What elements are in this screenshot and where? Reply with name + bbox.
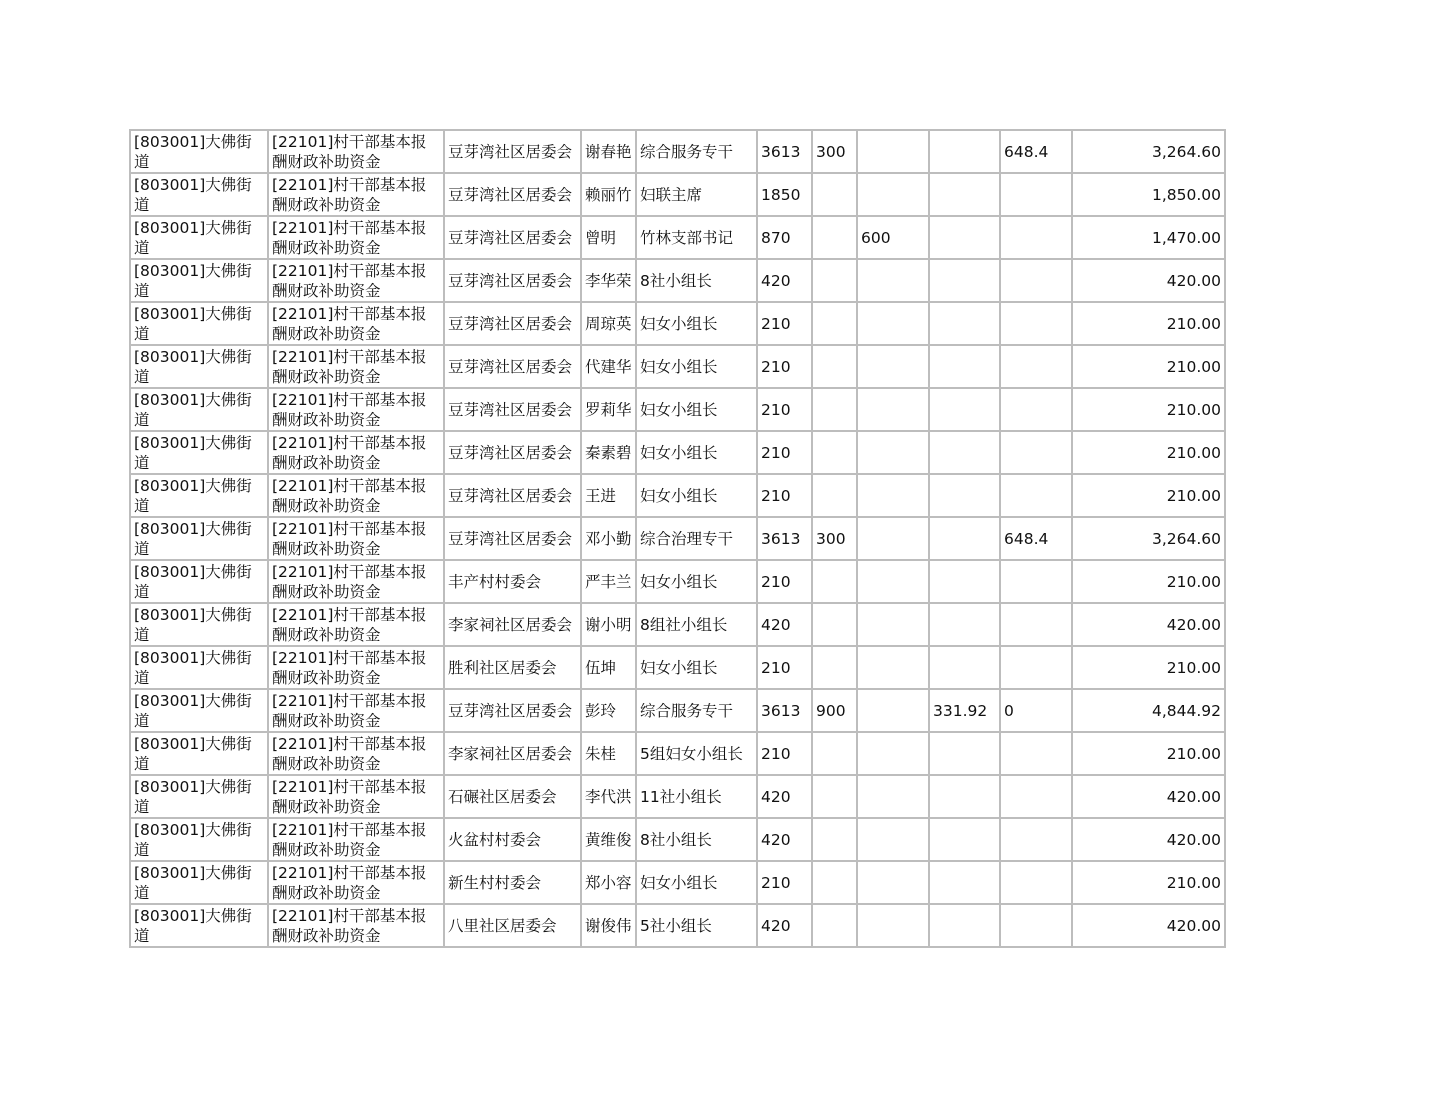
cell-amount-2: 900: [812, 689, 857, 732]
cell-amount-3: [857, 689, 929, 732]
cell-person-name: 严丰兰: [581, 560, 636, 603]
cell-street: [803001]大佛街道: [130, 130, 268, 173]
cell-total: 1,470.00: [1072, 216, 1225, 259]
payroll-table: [129, 129, 1226, 948]
cell-committee: 李家祠社区居委会: [444, 603, 581, 646]
cell-amount-2: [812, 646, 857, 689]
cell-street: [803001]大佛街道: [130, 603, 268, 646]
cell-fund-item: [22101]村干部基本报酬财政补助资金: [268, 431, 444, 474]
cell-total: 210.00: [1072, 474, 1225, 517]
cell-street: [803001]大佛街道: [130, 517, 268, 560]
cell-amount-2: [812, 388, 857, 431]
cell-amount-4: [929, 173, 1000, 216]
cell-amount-4: [929, 259, 1000, 302]
cell-amount-2: 300: [812, 517, 857, 560]
cell-street: [803001]大佛街道: [130, 388, 268, 431]
cell-amount-3: [857, 345, 929, 388]
cell-position: 妇女小组长: [636, 302, 757, 345]
cell-street: [803001]大佛街道: [130, 646, 268, 689]
cell-amount-5: [1000, 603, 1072, 646]
table-row: [130, 431, 1225, 474]
cell-fund-item: [22101]村干部基本报酬财政补助资金: [268, 345, 444, 388]
cell-amount-2: [812, 603, 857, 646]
cell-amount-1: 3613: [757, 130, 812, 173]
cell-amount-1: 420: [757, 603, 812, 646]
cell-amount-5: 648.4: [1000, 517, 1072, 560]
table-row: [130, 861, 1225, 904]
cell-amount-5: [1000, 259, 1072, 302]
cell-amount-5: 648.4: [1000, 130, 1072, 173]
cell-total: 420.00: [1072, 904, 1225, 947]
cell-street: [803001]大佛街道: [130, 302, 268, 345]
cell-amount-1: 210: [757, 345, 812, 388]
table-row: [130, 904, 1225, 947]
cell-street: [803001]大佛街道: [130, 775, 268, 818]
cell-position: 5组妇女小组长: [636, 732, 757, 775]
cell-amount-4: [929, 818, 1000, 861]
cell-amount-4: [929, 560, 1000, 603]
table-row: [130, 173, 1225, 216]
table-row: [130, 302, 1225, 345]
table-row: [130, 345, 1225, 388]
cell-total: 3,264.60: [1072, 517, 1225, 560]
cell-amount-2: [812, 560, 857, 603]
cell-street: [803001]大佛街道: [130, 732, 268, 775]
cell-street: [803001]大佛街道: [130, 904, 268, 947]
cell-position: 妇女小组长: [636, 345, 757, 388]
cell-amount-5: [1000, 474, 1072, 517]
cell-amount-3: 600: [857, 216, 929, 259]
cell-committee: 八里社区居委会: [444, 904, 581, 947]
cell-position: 妇女小组长: [636, 861, 757, 904]
cell-amount-5: [1000, 431, 1072, 474]
cell-position: 妇女小组长: [636, 560, 757, 603]
cell-amount-4: [929, 732, 1000, 775]
cell-person-name: 黄维俊: [581, 818, 636, 861]
cell-amount-4: [929, 904, 1000, 947]
cell-fund-item: [22101]村干部基本报酬财政补助资金: [268, 130, 444, 173]
cell-fund-item: [22101]村干部基本报酬财政补助资金: [268, 689, 444, 732]
cell-street: [803001]大佛街道: [130, 560, 268, 603]
cell-amount-4: [929, 431, 1000, 474]
cell-person-name: 谢俊伟: [581, 904, 636, 947]
cell-street: [803001]大佛街道: [130, 689, 268, 732]
cell-amount-3: [857, 603, 929, 646]
cell-total: 210.00: [1072, 302, 1225, 345]
table-row: [130, 560, 1225, 603]
cell-amount-1: 210: [757, 388, 812, 431]
cell-amount-2: [812, 216, 857, 259]
cell-amount-3: [857, 732, 929, 775]
cell-amount-1: 420: [757, 259, 812, 302]
cell-amount-1: 420: [757, 775, 812, 818]
cell-amount-1: 420: [757, 904, 812, 947]
cell-position: 8社小组长: [636, 818, 757, 861]
cell-amount-2: [812, 345, 857, 388]
cell-total: 210.00: [1072, 861, 1225, 904]
cell-total: 420.00: [1072, 775, 1225, 818]
cell-amount-2: [812, 302, 857, 345]
cell-position: 妇女小组长: [636, 474, 757, 517]
cell-amount-5: [1000, 216, 1072, 259]
cell-amount-3: [857, 173, 929, 216]
cell-committee: 豆芽湾社区居委会: [444, 474, 581, 517]
cell-amount-3: [857, 861, 929, 904]
cell-amount-4: [929, 517, 1000, 560]
cell-fund-item: [22101]村干部基本报酬财政补助资金: [268, 818, 444, 861]
cell-fund-item: [22101]村干部基本报酬财政补助资金: [268, 388, 444, 431]
cell-amount-3: [857, 904, 929, 947]
cell-amount-3: [857, 474, 929, 517]
cell-position: 竹林支部书记: [636, 216, 757, 259]
cell-person-name: 代建华: [581, 345, 636, 388]
cell-person-name: 邓小勤: [581, 517, 636, 560]
cell-fund-item: [22101]村干部基本报酬财政补助资金: [268, 646, 444, 689]
cell-position: 妇女小组长: [636, 388, 757, 431]
cell-committee: 豆芽湾社区居委会: [444, 173, 581, 216]
cell-amount-5: 0: [1000, 689, 1072, 732]
cell-amount-5: [1000, 732, 1072, 775]
cell-committee: 豆芽湾社区居委会: [444, 130, 581, 173]
table-row: [130, 474, 1225, 517]
cell-amount-1: 3613: [757, 689, 812, 732]
cell-fund-item: [22101]村干部基本报酬财政补助资金: [268, 517, 444, 560]
cell-amount-4: [929, 861, 1000, 904]
cell-amount-1: 870: [757, 216, 812, 259]
cell-amount-4: [929, 216, 1000, 259]
cell-amount-5: [1000, 173, 1072, 216]
cell-amount-2: [812, 259, 857, 302]
cell-amount-2: [812, 173, 857, 216]
cell-fund-item: [22101]村干部基本报酬财政补助资金: [268, 216, 444, 259]
cell-committee: 丰产村村委会: [444, 560, 581, 603]
cell-total: 210.00: [1072, 388, 1225, 431]
cell-person-name: 秦素碧: [581, 431, 636, 474]
cell-amount-1: 210: [757, 861, 812, 904]
cell-street: [803001]大佛街道: [130, 259, 268, 302]
cell-position: 综合治理专干: [636, 517, 757, 560]
cell-person-name: 周琼英: [581, 302, 636, 345]
cell-person-name: 李华荣: [581, 259, 636, 302]
cell-fund-item: [22101]村干部基本报酬财政补助资金: [268, 259, 444, 302]
cell-committee: 豆芽湾社区居委会: [444, 388, 581, 431]
cell-amount-2: [812, 861, 857, 904]
cell-committee: 李家祠社区居委会: [444, 732, 581, 775]
table-row: [130, 388, 1225, 431]
table-row: [130, 603, 1225, 646]
cell-committee: 石碾社区居委会: [444, 775, 581, 818]
cell-amount-2: [812, 474, 857, 517]
cell-amount-4: [929, 474, 1000, 517]
table-row: [130, 517, 1225, 560]
cell-total: 210.00: [1072, 732, 1225, 775]
cell-total: 420.00: [1072, 818, 1225, 861]
cell-person-name: 曾明: [581, 216, 636, 259]
cell-amount-3: [857, 560, 929, 603]
table-row: [130, 646, 1225, 689]
cell-amount-1: 210: [757, 646, 812, 689]
cell-amount-5: [1000, 302, 1072, 345]
cell-amount-5: [1000, 560, 1072, 603]
cell-committee: 豆芽湾社区居委会: [444, 302, 581, 345]
cell-total: 1,850.00: [1072, 173, 1225, 216]
cell-committee: 胜利社区居委会: [444, 646, 581, 689]
cell-amount-4: [929, 130, 1000, 173]
table-body: [130, 130, 1225, 947]
cell-amount-3: [857, 259, 929, 302]
cell-amount-5: [1000, 646, 1072, 689]
cell-amount-1: 1850: [757, 173, 812, 216]
cell-person-name: 谢小明: [581, 603, 636, 646]
cell-amount-2: [812, 732, 857, 775]
table-row: [130, 130, 1225, 173]
cell-amount-2: [812, 904, 857, 947]
cell-fund-item: [22101]村干部基本报酬财政补助资金: [268, 173, 444, 216]
cell-amount-5: [1000, 818, 1072, 861]
cell-fund-item: [22101]村干部基本报酬财政补助资金: [268, 603, 444, 646]
cell-amount-1: 210: [757, 431, 812, 474]
cell-amount-1: 420: [757, 818, 812, 861]
cell-street: [803001]大佛街道: [130, 474, 268, 517]
cell-person-name: 朱桂: [581, 732, 636, 775]
table-row: [130, 818, 1225, 861]
cell-person-name: 谢春艳: [581, 130, 636, 173]
cell-street: [803001]大佛街道: [130, 345, 268, 388]
cell-committee: 火盆村村委会: [444, 818, 581, 861]
cell-fund-item: [22101]村干部基本报酬财政补助资金: [268, 861, 444, 904]
cell-amount-4: [929, 302, 1000, 345]
cell-amount-4: [929, 646, 1000, 689]
cell-amount-3: [857, 775, 929, 818]
cell-total: 420.00: [1072, 603, 1225, 646]
table-row: [130, 732, 1225, 775]
cell-street: [803001]大佛街道: [130, 818, 268, 861]
cell-position: 妇联主席: [636, 173, 757, 216]
cell-committee: 新生村村委会: [444, 861, 581, 904]
cell-total: 210.00: [1072, 345, 1225, 388]
cell-amount-4: [929, 603, 1000, 646]
cell-position: 综合服务专干: [636, 130, 757, 173]
cell-street: [803001]大佛街道: [130, 216, 268, 259]
cell-amount-2: [812, 818, 857, 861]
cell-amount-5: [1000, 345, 1072, 388]
cell-amount-4: [929, 345, 1000, 388]
cell-position: 5社小组长: [636, 904, 757, 947]
cell-fund-item: [22101]村干部基本报酬财政补助资金: [268, 560, 444, 603]
table-row: [130, 216, 1225, 259]
cell-amount-4: [929, 775, 1000, 818]
cell-amount-1: 210: [757, 560, 812, 603]
cell-amount-3: [857, 517, 929, 560]
cell-amount-1: 210: [757, 474, 812, 517]
cell-fund-item: [22101]村干部基本报酬财政补助资金: [268, 775, 444, 818]
cell-amount-3: [857, 646, 929, 689]
cell-person-name: 李代洪: [581, 775, 636, 818]
cell-person-name: 王进: [581, 474, 636, 517]
cell-person-name: 伍坤: [581, 646, 636, 689]
cell-committee: 豆芽湾社区居委会: [444, 517, 581, 560]
cell-street: [803001]大佛街道: [130, 861, 268, 904]
cell-amount-2: 300: [812, 130, 857, 173]
cell-fund-item: [22101]村干部基本报酬财政补助资金: [268, 302, 444, 345]
cell-total: 3,264.60: [1072, 130, 1225, 173]
cell-fund-item: [22101]村干部基本报酬财政补助资金: [268, 904, 444, 947]
cell-committee: 豆芽湾社区居委会: [444, 431, 581, 474]
cell-total: 420.00: [1072, 259, 1225, 302]
cell-street: [803001]大佛街道: [130, 431, 268, 474]
cell-position: 11社小组长: [636, 775, 757, 818]
cell-committee: 豆芽湾社区居委会: [444, 216, 581, 259]
cell-position: 8组社小组长: [636, 603, 757, 646]
cell-position: 8社小组长: [636, 259, 757, 302]
cell-position: 综合服务专干: [636, 689, 757, 732]
cell-position: 妇女小组长: [636, 646, 757, 689]
cell-street: [803001]大佛街道: [130, 173, 268, 216]
cell-amount-5: [1000, 775, 1072, 818]
cell-amount-3: [857, 388, 929, 431]
cell-amount-3: [857, 818, 929, 861]
cell-person-name: 郑小容: [581, 861, 636, 904]
cell-amount-5: [1000, 388, 1072, 431]
cell-position: 妇女小组长: [636, 431, 757, 474]
cell-fund-item: [22101]村干部基本报酬财政补助资金: [268, 732, 444, 775]
table-row: [130, 259, 1225, 302]
cell-amount-3: [857, 130, 929, 173]
cell-amount-4: 331.92: [929, 689, 1000, 732]
cell-amount-5: [1000, 904, 1072, 947]
table-row: [130, 775, 1225, 818]
cell-person-name: 罗莉华: [581, 388, 636, 431]
cell-amount-3: [857, 431, 929, 474]
cell-amount-2: [812, 775, 857, 818]
cell-amount-1: 210: [757, 732, 812, 775]
cell-total: 210.00: [1072, 431, 1225, 474]
cell-amount-3: [857, 302, 929, 345]
cell-person-name: 彭玲: [581, 689, 636, 732]
cell-person-name: 赖丽竹: [581, 173, 636, 216]
cell-amount-1: 210: [757, 302, 812, 345]
cell-total: 210.00: [1072, 646, 1225, 689]
cell-committee: 豆芽湾社区居委会: [444, 689, 581, 732]
table-row: [130, 689, 1225, 732]
cell-amount-2: [812, 431, 857, 474]
cell-amount-1: 3613: [757, 517, 812, 560]
cell-committee: 豆芽湾社区居委会: [444, 259, 581, 302]
cell-fund-item: [22101]村干部基本报酬财政补助资金: [268, 474, 444, 517]
cell-amount-5: [1000, 861, 1072, 904]
cell-total: 210.00: [1072, 560, 1225, 603]
cell-committee: 豆芽湾社区居委会: [444, 345, 581, 388]
cell-amount-4: [929, 388, 1000, 431]
cell-total: 4,844.92: [1072, 689, 1225, 732]
